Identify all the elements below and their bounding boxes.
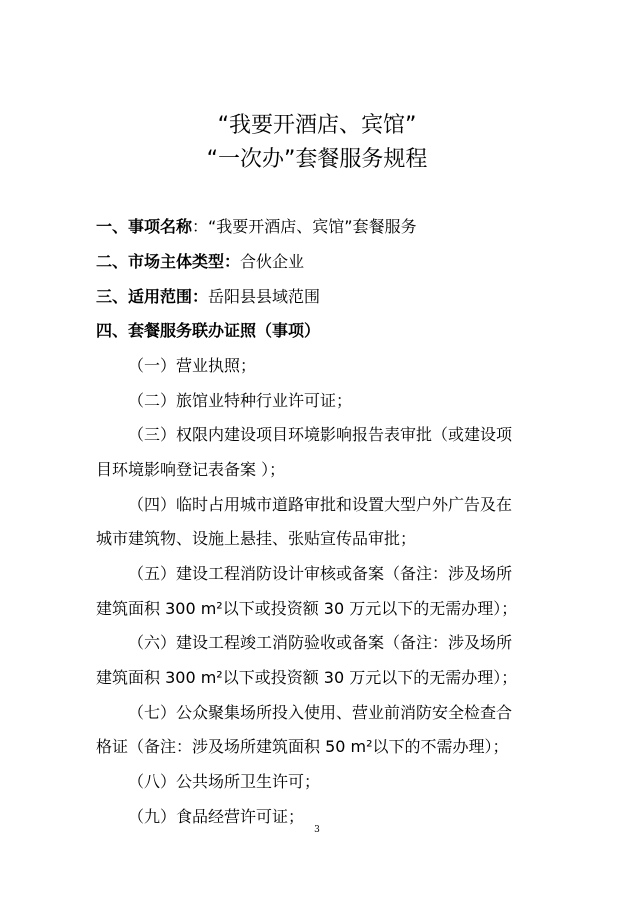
title-line-2: “一次办”套餐服务规程	[206, 147, 428, 172]
list-item: （三）权限内建设项目环境影响报告表审批（或建设项	[128, 425, 513, 444]
section-text: 岳阳县县域范围	[208, 287, 321, 306]
section-licenses	[96, 320, 320, 342]
list-item-continuation: 目环境影响登记表备案 ）；	[96, 460, 286, 479]
section-scope	[96, 286, 320, 308]
list-item: （二）旅馆业特种行业许可证；	[128, 391, 353, 410]
section-heading: 四、套餐服务联办证照（事项）	[96, 321, 321, 340]
list-item-continuation: 城市建筑物、设施上悬挂、张贴宣传品审批；	[96, 529, 417, 548]
section-item-name	[96, 216, 417, 238]
list-item: （五）建设工程消防设计审核或备案（备注：涉及场所	[128, 564, 513, 583]
list-item: （八）公共场所卫生许可；	[128, 772, 321, 791]
list-item: （九）食品经营许可证；	[128, 807, 305, 826]
title-line-1: “我要开酒店、宾馆”	[217, 113, 417, 138]
list-item-continuation: 建筑面积 300 m²以下或投资额 30 万元以下的无需办理）；	[96, 599, 518, 618]
section-heading: 二、市场主体类型：	[96, 252, 241, 271]
list-item-continuation: 格证（备注：涉及场所建筑面积 50 m²以下的不需办理）；	[96, 737, 509, 756]
section-heading: 三、适用范围：	[96, 287, 209, 306]
list-item-continuation: 建筑面积 300 m²以下或投资额 30 万元以下的无需办理）；	[96, 668, 518, 687]
section-text: 合伙企业	[240, 252, 305, 271]
list-item: （七）公众聚集场所投入使用、营业前消防安全检查合	[128, 703, 513, 722]
section-text: ：“我要开酒店、宾馆”套餐服务	[192, 217, 417, 236]
list-item: （四）临时占用城市道路审批和设置大型户外广告及在	[128, 495, 513, 514]
section-entity-type	[96, 251, 304, 273]
list-item: （一）营业执照；	[128, 356, 257, 375]
list-item: （六）建设工程竣工消防验收或备案（备注：涉及场所	[128, 633, 513, 652]
section-heading: 一、事项名称	[96, 217, 193, 236]
page-number: 3	[314, 825, 320, 835]
